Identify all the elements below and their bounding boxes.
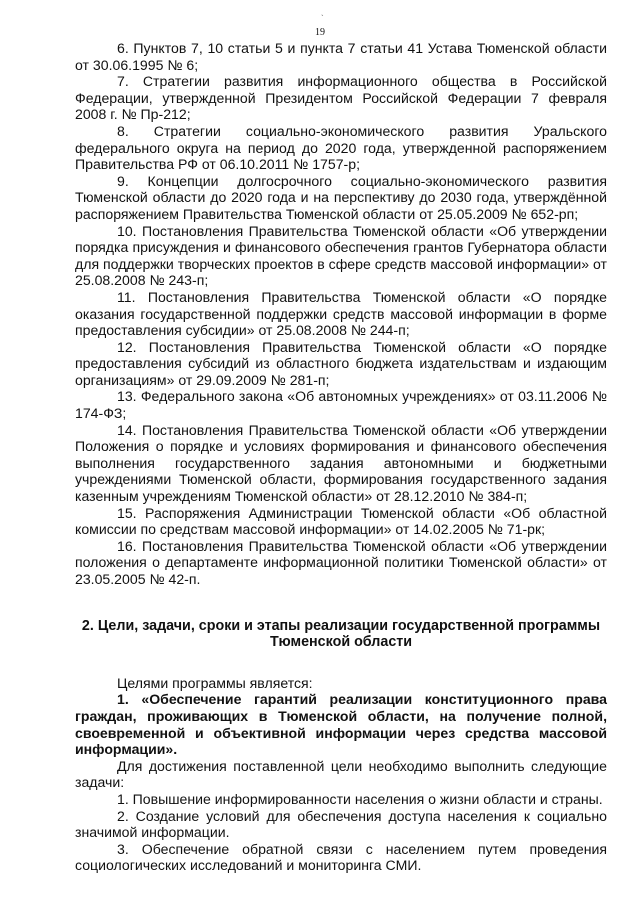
basis-item-8: 8. Стратегии социально-экономического развития Уральского федерального округа на период до 2020 года, утвержденной распоряжением Правительства РФ от 06.10.2011 № 1757-р; xyxy=(75,122,607,173)
task-1: 1. Повышение информированности населения о жизни области и страны. xyxy=(117,790,603,807)
task-3: 3. Обеспечение обратной связи с населением путем проведения социологических исследований и мониторинга СМИ. xyxy=(75,840,607,874)
page-number: 19 xyxy=(315,27,325,38)
tasks-intro: Для достижения поставленной цели необходимо выполнить следующие задачи: xyxy=(75,757,607,791)
task-2: 2. Создание условий для обеспечения доступа населения к социально значимой информации. xyxy=(75,807,607,841)
basis-item-14: 14. Постановления Правительства Тюменской области «Об утверждении Положения о порядке и условиях формирования и финансового обеспечения выполнения государственного задания автономными и бюджетными учреждениями Тюменской области, формирования государственного задания казенным учреждениям Тюменской области» от 28.12.2010 № 384-п; xyxy=(75,421,607,505)
section-heading-line2: Тюменской области xyxy=(269,634,413,651)
basis-item-13: 13. Федерального закона «Об автономных учреждениях» от 03.11.2006 № 174-ФЗ; xyxy=(75,388,607,422)
basis-item-6: 6. Пунктов 7, 10 статьи 5 и пункта 7 статьи 41 Устава Тюменской области от 30.06.1995 № 6; xyxy=(75,40,607,73)
basis-item-10: 10. Постановления Правительства Тюменской области «Об утверждении порядка присуждения и финансового обеспечения грантов Губернатора области для поддержки творческих проектов в сфере средств массовой информации» от 25.08.2008 № 243-п; xyxy=(75,222,607,289)
section-heading xyxy=(75,618,607,651)
basis-item-11: 11. Постановления Правительства Тюменской области «О порядке оказания государственной поддержки средств массовой информации в форме предоставления субсидии» от 25.08.2008 № 244-п; xyxy=(75,288,607,339)
scan-mark: ` xyxy=(321,14,324,23)
basis-item-12: 12. Постановления Правительства Тюменской области «О порядке предоставления субсидий из областного бюджета издательствам и издающим организациям» от 29.09.2009 № 281-п; xyxy=(75,338,607,388)
basis-item-7: 7. Стратегии развития информационного общества в Российской Федерации, утвержденной Президентом Российской Федерации 7 февраля 2008 г. № Пр-212; xyxy=(75,73,607,123)
goals-intro: Целями программы является: xyxy=(117,674,313,691)
section-heading-line1: 2. Цели, задачи, сроки и этапы реализации государственной программы xyxy=(81,617,601,634)
basis-item-9: 9. Концепции долгосрочного социально-экономического развития Тюменской области до 2020 года и на перспективу до 2030 года, утверждённой распоряжением Правительства Тюменской области от 25.05.2009 № 652-рп; xyxy=(75,172,607,222)
goal-1: 1. «Обеспечение гарантий реализации конституционного права граждан, проживающих в Тюменской области, на получение полной, своевременной и объективной информации через средства массовой информации». xyxy=(75,691,607,758)
document-body xyxy=(75,40,607,874)
basis-item-16: 16. Постановления Правительства Тюменской области «Об утверждении положения о департаменте информационной политики Тюменской области» от 23.05.2005 № 42-п. xyxy=(75,537,607,587)
basis-item-15: 15. Распоряжения Администрации Тюменской области «Об областной комиссии по средствам массовой информации» от 14.02.2005 № 71-рк; xyxy=(75,504,607,538)
